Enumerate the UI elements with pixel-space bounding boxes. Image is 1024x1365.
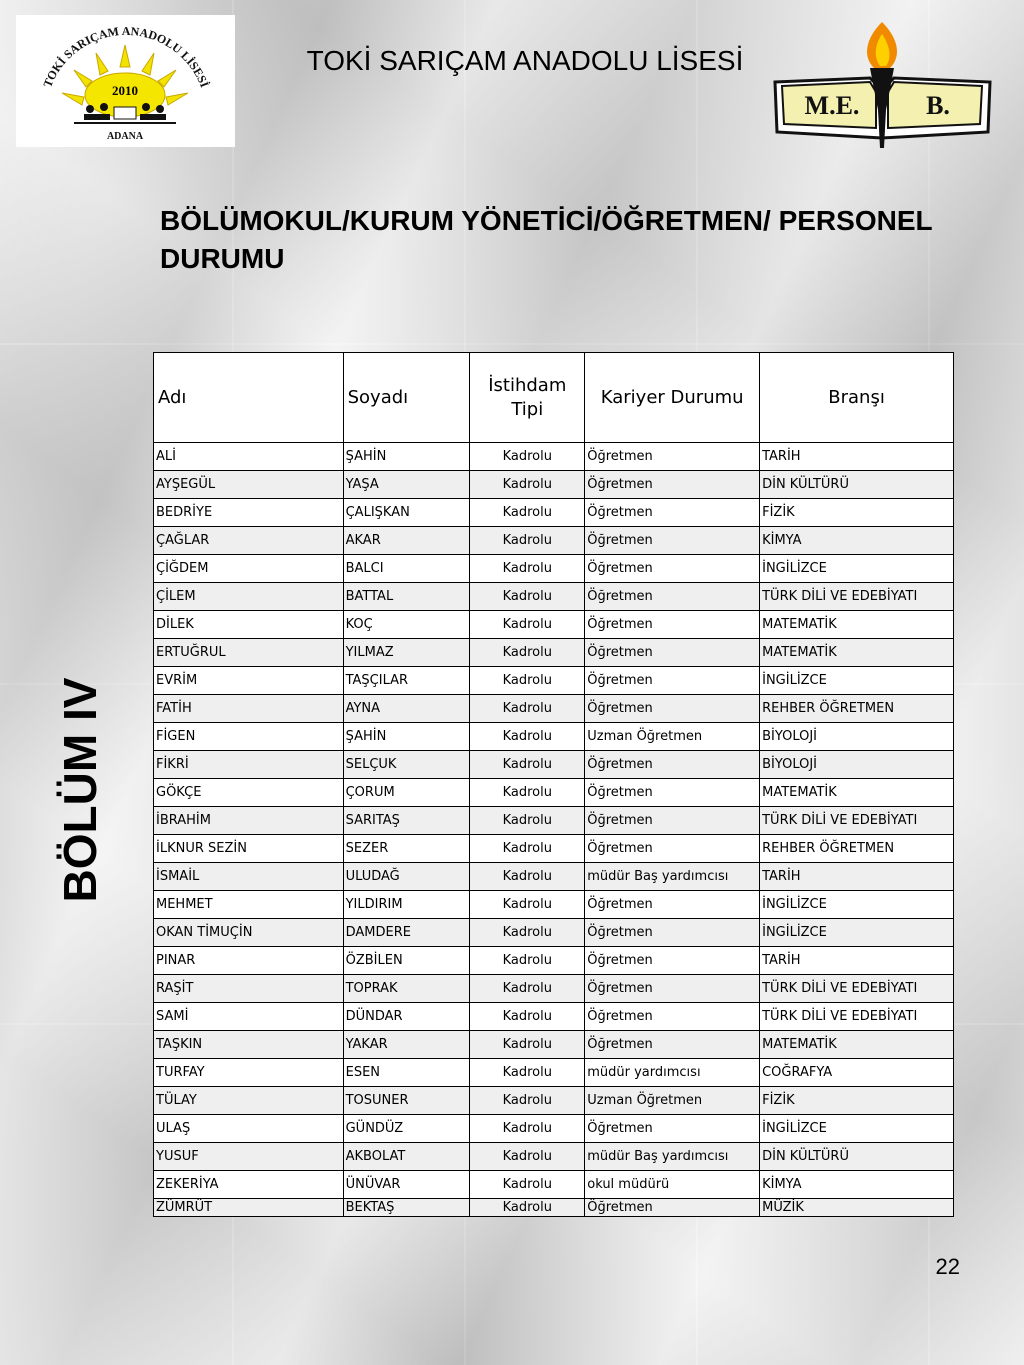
cell-surname: BEKTAŞ [343,1199,470,1217]
cell-employment-type: Kadrolu [470,891,585,919]
svg-text:ADANA: ADANA [106,131,144,142]
cell-branch: İNGİLİZCE [760,1115,954,1143]
table-row [154,779,954,807]
cell-surname: BALCI [343,555,470,583]
table-row [154,499,954,527]
col-header-career-status: Kariyer Durumu [585,353,760,443]
cell-name: ALİ [154,443,344,471]
cell-name: GÖKÇE [154,779,344,807]
cell-career-status: Uzman Öğretmen [585,1087,760,1115]
cell-surname: YAKAR [343,1031,470,1059]
cell-surname: YAŞA [343,471,470,499]
table-row [154,695,954,723]
table-row [154,1143,954,1171]
cell-surname: KOÇ [343,611,470,639]
cell-career-status: Öğretmen [585,1199,760,1217]
cell-employment-type: Kadrolu [470,695,585,723]
cell-branch: MÜZİK [760,1199,954,1217]
school-logo [16,15,235,147]
svg-text:M.E.: M.E. [804,91,860,120]
cell-branch: MATEMATİK [760,779,954,807]
cell-career-status: Öğretmen [585,975,760,1003]
cell-career-status: Öğretmen [585,611,760,639]
cell-name: İSMAİL [154,863,344,891]
col-header-employment-type: İstihdam Tipi [470,353,585,443]
cell-career-status: Öğretmen [585,555,760,583]
cell-career-status: Öğretmen [585,1031,760,1059]
cell-employment-type: Kadrolu [470,611,585,639]
table-row [154,471,954,499]
table-row [154,555,954,583]
cell-employment-type: Kadrolu [470,639,585,667]
cell-career-status: Öğretmen [585,1115,760,1143]
cell-employment-type: Kadrolu [470,1199,585,1217]
cell-career-status: Öğretmen [585,527,760,555]
cell-branch: MATEMATİK [760,611,954,639]
cell-surname: ÜNÜVAR [343,1171,470,1199]
cell-branch: TARİH [760,443,954,471]
cell-name: ULAŞ [154,1115,344,1143]
cell-employment-type: Kadrolu [470,1003,585,1031]
cell-name: TAŞKIN [154,1031,344,1059]
table-row [154,527,954,555]
table-row [154,975,954,1003]
cell-name: RAŞİT [154,975,344,1003]
cell-branch: BİYOLOJİ [760,723,954,751]
cell-branch: TÜRK DİLİ VE EDEBİYATI [760,807,954,835]
cell-surname: GÜNDÜZ [343,1115,470,1143]
cell-career-status: Öğretmen [585,583,760,611]
cell-employment-type: Kadrolu [470,919,585,947]
cell-surname: TOSUNER [343,1087,470,1115]
cell-employment-type: Kadrolu [470,555,585,583]
school-emblem-icon [16,15,235,147]
cell-branch: FİZİK [760,1087,954,1115]
staff-table-body [154,443,954,1217]
cell-surname: TAŞÇILAR [343,667,470,695]
cell-employment-type: Kadrolu [470,1059,585,1087]
cell-surname: AKBOLAT [343,1143,470,1171]
cell-branch: DİN KÜLTÜRÜ [760,1143,954,1171]
school-title: TOKİ SARIÇAM ANADOLU LİSESİ [306,45,744,76]
table-row [154,1031,954,1059]
cell-name: BEDRİYE [154,499,344,527]
cell-career-status: Öğretmen [585,751,760,779]
cell-career-status: okul müdürü [585,1171,760,1199]
table-row [154,639,954,667]
staff-table [153,352,954,1217]
cell-name: ÇAĞLAR [154,527,344,555]
cell-employment-type: Kadrolu [470,835,585,863]
cell-branch: MATEMATİK [760,1031,954,1059]
cell-name: ÇİLEM [154,583,344,611]
cell-name: ZÜMRÜT [154,1199,344,1217]
table-row [154,1115,954,1143]
cell-career-status: Öğretmen [585,919,760,947]
table-row [154,891,954,919]
cell-surname: TOPRAK [343,975,470,1003]
cell-name: TURFAY [154,1059,344,1087]
cell-surname: YILMAZ [343,639,470,667]
cell-name: İLKNUR SEZİN [154,835,344,863]
page-number: 22 [935,1254,960,1279]
section-title: BÖLÜMOKUL/KURUM YÖNETİCİ/ÖĞRETMEN/ PERSONEL DURUMU [160,205,933,274]
cell-surname: DAMDERE [343,919,470,947]
cell-employment-type: Kadrolu [470,1143,585,1171]
cell-employment-type: Kadrolu [470,1115,585,1143]
cell-name: ERTUĞRUL [154,639,344,667]
cell-name: EVRİM [154,667,344,695]
cell-branch: MATEMATİK [760,639,954,667]
col-header-branch: Branşı [760,353,954,443]
cell-branch: TÜRK DİLİ VE EDEBİYATI [760,975,954,1003]
col-header-name: Adı [154,353,344,443]
cell-name: MEHMET [154,891,344,919]
table-row [154,667,954,695]
cell-career-status: Öğretmen [585,471,760,499]
cell-branch: REHBER ÖĞRETMEN [760,695,954,723]
cell-career-status: Öğretmen [585,835,760,863]
cell-surname: SEZER [343,835,470,863]
table-row [154,947,954,975]
table-row [154,807,954,835]
cell-employment-type: Kadrolu [470,667,585,695]
cell-surname: ULUDAĞ [343,863,470,891]
cell-employment-type: Kadrolu [470,499,585,527]
cell-employment-type: Kadrolu [470,975,585,1003]
cell-career-status: Öğretmen [585,499,760,527]
cell-branch: FİZİK [760,499,954,527]
table-row [154,443,954,471]
cell-career-status: müdür yardımcısı [585,1059,760,1087]
cell-employment-type: Kadrolu [470,1031,585,1059]
cell-employment-type: Kadrolu [470,443,585,471]
cell-surname: ÇALIŞKAN [343,499,470,527]
cell-name: AYŞEGÜL [154,471,344,499]
cell-surname: YILDIRIM [343,891,470,919]
cell-career-status: Öğretmen [585,667,760,695]
cell-career-status: müdür Baş yardımcısı [585,1143,760,1171]
side-label-text: BÖLÜM IV [54,677,106,903]
cell-branch: DİN KÜLTÜRÜ [760,471,954,499]
cell-career-status: Öğretmen [585,947,760,975]
cell-surname: AYNA [343,695,470,723]
cell-employment-type: Kadrolu [470,1171,585,1199]
cell-surname: DÜNDAR [343,1003,470,1031]
cell-surname: ÖZBİLEN [343,947,470,975]
cell-career-status: Uzman Öğretmen [585,723,760,751]
cell-career-status: Öğretmen [585,1003,760,1031]
cell-career-status: Öğretmen [585,891,760,919]
cell-employment-type: Kadrolu [470,807,585,835]
cell-surname: SARITAŞ [343,807,470,835]
cell-name: FİGEN [154,723,344,751]
cell-career-status: Öğretmen [585,639,760,667]
cell-surname: SELÇUK [343,751,470,779]
cell-career-status: Öğretmen [585,443,760,471]
table-row [154,611,954,639]
cell-branch: İNGİLİZCE [760,667,954,695]
cell-branch: REHBER ÖĞRETMEN [760,835,954,863]
cell-employment-type: Kadrolu [470,471,585,499]
cell-surname: ESEN [343,1059,470,1087]
cell-employment-type: Kadrolu [470,1087,585,1115]
cell-name: ZEKERİYA [154,1171,344,1199]
cell-surname: AKAR [343,527,470,555]
cell-name: FİKRİ [154,751,344,779]
cell-name: YUSUF [154,1143,344,1171]
table-row [154,751,954,779]
svg-text:B.: B. [926,91,950,120]
table-header-row [154,353,954,443]
cell-career-status: Öğretmen [585,695,760,723]
table-row [154,723,954,751]
cell-branch: BİYOLOJİ [760,751,954,779]
cell-branch: İNGİLİZCE [760,891,954,919]
table-row [154,1171,954,1199]
cell-employment-type: Kadrolu [470,779,585,807]
cell-name: SAMİ [154,1003,344,1031]
cell-name: TÜLAY [154,1087,344,1115]
cell-name: PINAR [154,947,344,975]
col-header-surname: Soyadı [343,353,470,443]
table-row [154,1059,954,1087]
cell-surname: BATTAL [343,583,470,611]
table-row [154,1087,954,1115]
cell-branch: KİMYA [760,527,954,555]
cell-branch: TARİH [760,947,954,975]
cell-branch: KİMYA [760,1171,954,1199]
cell-surname: ÇORUM [343,779,470,807]
cell-employment-type: Kadrolu [470,583,585,611]
cell-branch: İNGİLİZCE [760,555,954,583]
cell-branch: TARİH [760,863,954,891]
cell-career-status: müdür Baş yardımcısı [585,863,760,891]
cell-employment-type: Kadrolu [470,863,585,891]
table-row [154,1199,954,1217]
cell-name: İBRAHİM [154,807,344,835]
svg-text:TOKİ SARIÇAM ANADOLU LİSESİ: TOKİ SARIÇAM ANADOLU LİSESİ [40,23,212,90]
cell-career-status: Öğretmen [585,779,760,807]
cell-employment-type: Kadrolu [470,527,585,555]
table-row [154,583,954,611]
cell-employment-type: Kadrolu [470,723,585,751]
cell-name: ÇİĞDEM [154,555,344,583]
cell-branch: İNGİLİZCE [760,919,954,947]
cell-name: FATİH [154,695,344,723]
meb-logo [770,20,995,150]
cell-employment-type: Kadrolu [470,947,585,975]
cell-branch: TÜRK DİLİ VE EDEBİYATI [760,1003,954,1031]
cell-career-status: Öğretmen [585,807,760,835]
table-row [154,835,954,863]
cell-name: OKAN TİMUÇİN [154,919,344,947]
torch-book-icon [770,20,995,150]
cell-surname: ŞAHİN [343,723,470,751]
cell-branch: COĞRAFYA [760,1059,954,1087]
section-side-label [20,660,140,920]
cell-surname: ŞAHİN [343,443,470,471]
cell-employment-type: Kadrolu [470,751,585,779]
cell-name: DİLEK [154,611,344,639]
svg-text:2010: 2010 [112,83,138,98]
cell-branch: TÜRK DİLİ VE EDEBİYATI [760,583,954,611]
table-row [154,863,954,891]
table-row [154,919,954,947]
table-row [154,1003,954,1031]
